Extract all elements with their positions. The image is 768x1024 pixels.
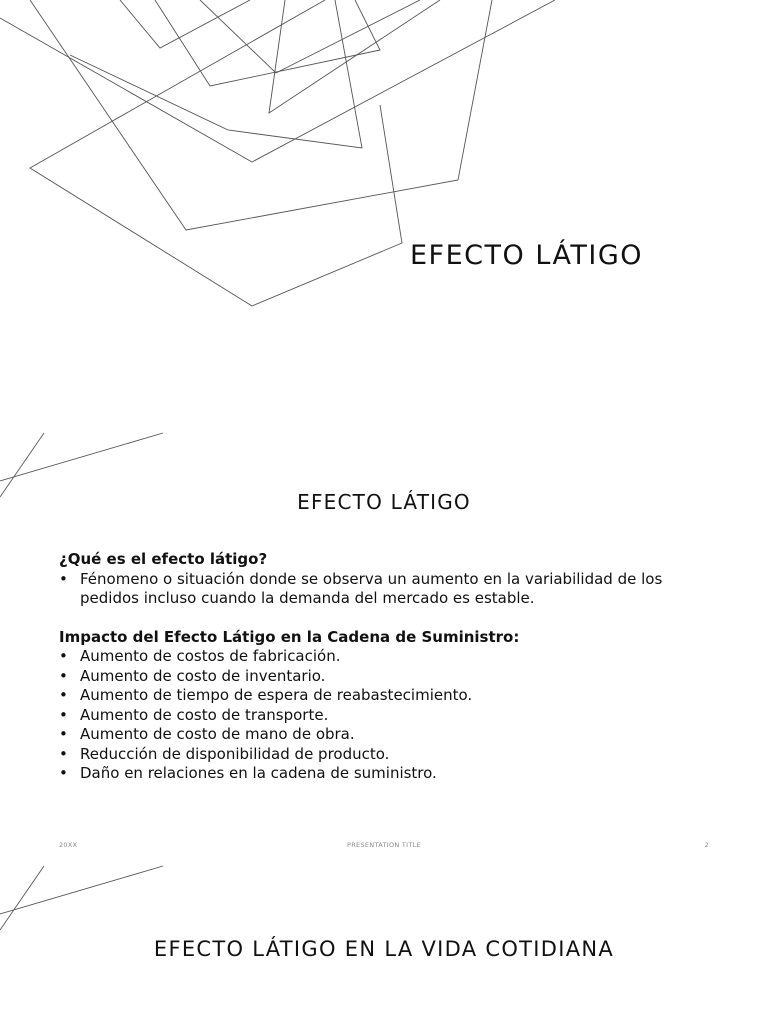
deco-line-12 (0, 866, 163, 914)
footer-presentation-title: PRESENTATION TITLE (347, 841, 421, 849)
list-item: • Aumento de tiempo de espera de reabastecimiento. (59, 686, 719, 706)
deco-line-11 (0, 866, 44, 930)
section2-list (59, 647, 719, 784)
section1-list (59, 570, 719, 609)
section2-heading: Impacto del Efecto Látigo en la Cadena de Suministro: (59, 627, 520, 646)
list-item: • Daño en relaciones en la cadena de suministro. (59, 764, 719, 784)
deco-line-2 (30, 0, 492, 230)
deco-line-3 (70, 0, 362, 148)
slide2-content (59, 550, 719, 784)
deco-line-8 (30, 0, 402, 306)
footer-page-number: 2 (704, 841, 709, 849)
slide3-title: EFECTO LÁTIGO EN LA VIDA COTIDIANA (153, 937, 615, 961)
deco-line-4 (120, 0, 250, 48)
list-item: • Aumento de costo de transporte. (59, 706, 719, 726)
slide2-title: EFECTO LÁTIGO (297, 490, 471, 514)
deco-line-7 (269, 0, 440, 113)
list-item: • Aumento de costos de fabricación. (59, 647, 719, 667)
list-item: • Fénomeno o situación donde se observa un aumento en la variabilidad de los pedidos incluso cuando la demanda del mercado es estable. (59, 570, 719, 609)
deco-line-10 (0, 433, 163, 481)
footer-date: 20XX (59, 841, 78, 849)
section1-heading: ¿Qué es el efecto látigo? (59, 550, 268, 568)
deco-line-5 (155, 0, 380, 86)
deco-line-9 (0, 433, 44, 497)
list-item: • Reducción de disponibilidad de producto. (59, 745, 719, 765)
deco-line-6 (200, 0, 420, 73)
list-item: • Aumento de costo de mano de obra. (59, 725, 719, 745)
list-item: • Aumento de costo de inventario. (59, 667, 719, 687)
slide1-title: EFECTO LÁTIGO (410, 240, 643, 271)
deco-line-1 (0, 0, 555, 162)
